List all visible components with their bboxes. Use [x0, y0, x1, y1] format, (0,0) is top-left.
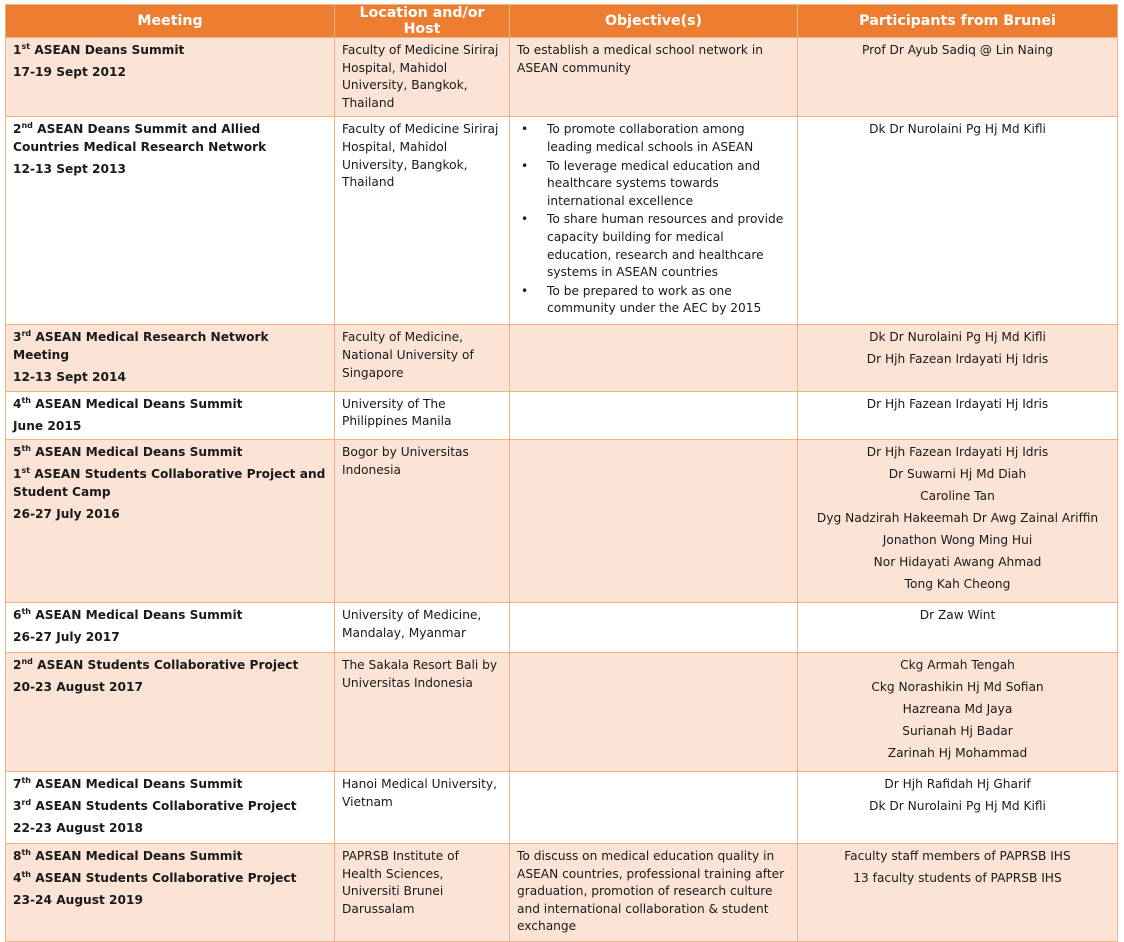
table-row — [6, 38, 1118, 117]
participant-name: Dk Dr Nurolaini Pg Hj Md Kifli — [869, 122, 1046, 137]
ordinal-suffix: nd — [21, 657, 33, 667]
meeting-line — [13, 466, 330, 501]
header-participants: Participants from Brunei — [798, 5, 1118, 38]
participant-name: Hazreana Md Jaya — [902, 701, 1013, 716]
meeting-line — [13, 892, 327, 910]
meeting-ordinal: 1 — [13, 467, 22, 482]
ordinal-suffix: nd — [21, 121, 33, 131]
meeting-line — [13, 369, 327, 387]
location-cell: The Sakala Resort Bali by Universitas Indonesia — [335, 653, 510, 772]
participant-name: 13 faculty students of PAPRSB IHS — [853, 870, 1062, 885]
meeting-line — [13, 848, 327, 866]
meeting-text: ASEAN Deans Summit — [30, 43, 185, 57]
meeting-line — [13, 64, 327, 82]
location-cell: Faculty of Medicine Siriraj Hospital, Mahidol University, Bangkok, Thailand — [335, 117, 510, 325]
meeting-cell — [6, 603, 335, 653]
location-cell: Faculty of Medicine Siriraj Hospital, Mahidol University, Bangkok, Thailand — [335, 38, 510, 117]
meeting-line — [13, 798, 327, 816]
meeting-line — [13, 42, 327, 60]
participants-cell — [798, 117, 1118, 325]
participant-name: Jonathon Wong Ming Hui — [882, 533, 1033, 548]
objective-cell — [510, 117, 798, 325]
meeting-text: ASEAN Medical Research Network Meeting — [13, 330, 273, 362]
participants-cell — [798, 653, 1118, 772]
ordinal-suffix: th — [21, 444, 32, 454]
objective-cell — [510, 440, 798, 603]
ordinal-suffix: th — [21, 775, 32, 785]
meeting-line — [13, 161, 327, 179]
meeting-text: 12-13 Sept 2013 — [13, 161, 126, 176]
objective-cell — [510, 843, 798, 941]
meeting-text: ASEAN Students Collaborative Project — [31, 870, 297, 885]
meetings-table-container — [5, 4, 1118, 942]
table-row — [6, 440, 1118, 603]
location-cell: Bogor by Universitas Indonesia — [335, 440, 510, 603]
participants-cell — [798, 440, 1118, 603]
ordinal-suffix: th — [21, 847, 32, 857]
meeting-cell — [6, 38, 335, 117]
meeting-ordinal: 3 — [13, 798, 22, 813]
table-row — [6, 325, 1118, 391]
ordinal-suffix: th — [21, 395, 32, 405]
participant-name: Prof Dr Ayub Sadiq @ Lin Naing — [861, 43, 1054, 57]
objective-text: To establish a medical school network in ASEAN community — [517, 43, 763, 75]
meeting-text: ASEAN Deans Summit and Allied Countries Medical Research Network — [13, 122, 267, 154]
ordinal-suffix: th — [21, 869, 32, 879]
asean-meetings-table — [5, 4, 1118, 942]
meeting-text: 23-24 August 2019 — [13, 892, 143, 907]
meeting-line — [13, 629, 327, 647]
meeting-text: 26-27 July 2016 — [13, 506, 120, 521]
participant-name: Caroline Tan — [920, 489, 995, 504]
meeting-ordinal: 4 — [13, 396, 22, 411]
table-row — [6, 653, 1118, 772]
participant-name: Zarinah Hj Mohammad — [887, 745, 1028, 760]
meeting-text: ASEAN Students Collaborative Project and Student Camp — [13, 467, 330, 499]
objective-bullet: • To leverage medical education and healthcare systems towards international excellence — [521, 158, 790, 211]
table-row — [6, 843, 1118, 941]
objective-cell — [510, 38, 798, 117]
table-body — [6, 38, 1118, 942]
participant-name: Surianah Hj Badar — [902, 723, 1013, 738]
meeting-ordinal: 3 — [13, 330, 22, 345]
objective-cell — [510, 325, 798, 391]
participant-name: Dk Dr Nurolaini Pg Hj Md Kifli — [869, 330, 1046, 345]
participant-name: Tong Kah Cheong — [904, 577, 1011, 592]
objective-cell — [510, 391, 798, 440]
participants-cell — [798, 603, 1118, 653]
meeting-line — [13, 776, 327, 794]
location-cell: University of The Philippines Manila — [335, 391, 510, 440]
meeting-line — [13, 820, 327, 838]
meeting-text: 12-13 Sept 2014 — [13, 369, 126, 384]
table-row — [6, 117, 1118, 325]
meeting-text: 22-23 August 2018 — [13, 820, 143, 835]
meeting-cell — [6, 843, 335, 941]
location-cell: Faculty of Medicine, National University of Singapore — [335, 325, 510, 391]
meeting-ordinal: 4 — [13, 870, 22, 885]
meeting-text: June 2015 — [13, 418, 82, 433]
objective-cell — [510, 653, 798, 772]
meeting-line — [13, 329, 327, 364]
participant-name: Dr Zaw Wint — [919, 608, 996, 623]
meeting-cell — [6, 440, 335, 603]
table-row — [6, 771, 1118, 843]
meeting-ordinal: 6 — [13, 608, 22, 623]
header-row — [6, 5, 1118, 38]
table-row — [6, 391, 1118, 440]
participants-cell — [798, 325, 1118, 391]
meeting-line — [13, 870, 327, 888]
participants-cell — [798, 38, 1118, 117]
location-cell: University of Medicine, Mandalay, Myanmar — [335, 603, 510, 653]
meeting-line — [13, 418, 327, 436]
objective-bullet: • To share human resources and provide capacity building for medical education, research and healthcare systems in ASEAN countries — [521, 211, 790, 281]
meeting-line — [13, 396, 327, 414]
participant-name: Faculty staff members of PAPRSB IHS — [844, 848, 1071, 863]
objective-cell — [510, 603, 798, 653]
meeting-ordinal: 2 — [13, 122, 22, 137]
meeting-ordinal: 8 — [13, 848, 22, 863]
participant-name: Dr Hjh Fazean Irdayati Hj Idris — [866, 352, 1049, 367]
meeting-text: 17-19 Sept 2012 — [13, 64, 126, 79]
participant-name: Dr Hjh Fazean Irdayati Hj Idris — [866, 445, 1049, 460]
objective-bullet: • To promote collaboration among leading medical schools in ASEAN — [521, 121, 790, 156]
table-row — [6, 603, 1118, 653]
location-cell: PAPRSB Institute of Health Sciences, Universiti Brunei Darussalam — [335, 843, 510, 941]
meeting-ordinal: 2 — [13, 658, 22, 673]
ordinal-suffix: rd — [21, 329, 32, 339]
objective-text: To discuss on medical education quality in ASEAN countries, professional training after graduation, promotion of research culture and international collaboration & student exchange — [517, 848, 785, 934]
meeting-text: ASEAN Students Collaborative Project — [32, 658, 299, 673]
meeting-cell — [6, 325, 335, 391]
meeting-text: ASEAN Medical Deans Summit — [31, 445, 243, 460]
participants-cell — [798, 771, 1118, 843]
meeting-text: ASEAN Students Collaborative Project — [31, 798, 297, 813]
header-meeting: Meeting — [6, 5, 335, 38]
objective-cell — [510, 771, 798, 843]
participant-name: Dr Hjh Rafidah Hj Gharif — [884, 776, 1031, 791]
meeting-cell — [6, 117, 335, 325]
objective-bullet: • To be prepared to work as one community under the AEC by 2015 — [521, 283, 790, 318]
header-objectives: Objective(s) — [510, 5, 798, 38]
meeting-line — [13, 657, 327, 675]
meeting-line — [13, 444, 327, 462]
header-location: Location and/or Host — [335, 5, 510, 38]
ordinal-suffix: st — [21, 466, 31, 476]
participants-cell — [798, 843, 1118, 941]
meeting-text: 20-23 August 2017 — [13, 680, 143, 694]
meeting-ordinal: 5 — [13, 445, 22, 460]
ordinal-suffix: th — [21, 607, 32, 617]
participant-name: Dyg Nadzirah Hakeemah Dr Awg Zainal Ariffin — [816, 511, 1099, 526]
ordinal-suffix: rd — [21, 797, 32, 807]
meeting-cell — [6, 653, 335, 772]
location-cell: Hanoi Medical University, Vietnam — [335, 771, 510, 843]
meeting-text: ASEAN Medical Deans Summit — [31, 608, 243, 623]
participant-name: Ckg Norashikin Hj Md Sofian — [871, 680, 1044, 694]
meeting-line — [13, 679, 327, 697]
meeting-text: ASEAN Medical Deans Summit — [31, 848, 243, 863]
ordinal-suffix: st — [21, 42, 31, 51]
meeting-cell — [6, 771, 335, 843]
participant-name: Nor Hidayati Awang Ahmad — [873, 555, 1042, 570]
meeting-text: 26-27 July 2017 — [13, 630, 120, 644]
meeting-line — [13, 607, 327, 625]
participant-name: Dk Dr Nurolaini Pg Hj Md Kifli — [869, 798, 1046, 813]
meeting-line — [13, 121, 327, 156]
meeting-line — [13, 506, 327, 524]
meeting-ordinal: 7 — [13, 776, 22, 791]
participants-cell — [798, 391, 1118, 440]
meeting-text: ASEAN Medical Deans Summit — [31, 396, 243, 411]
participant-name: Ckg Armah Tengah — [900, 658, 1015, 673]
meeting-ordinal: 1 — [13, 43, 22, 57]
participant-name: Dr Suwarni Hj Md Diah — [888, 467, 1027, 482]
participant-name: Dr Hjh Fazean Irdayati Hj Idris — [866, 396, 1049, 411]
meeting-text: ASEAN Medical Deans Summit — [31, 776, 243, 791]
objective-list — [521, 121, 790, 318]
meeting-cell — [6, 391, 335, 440]
